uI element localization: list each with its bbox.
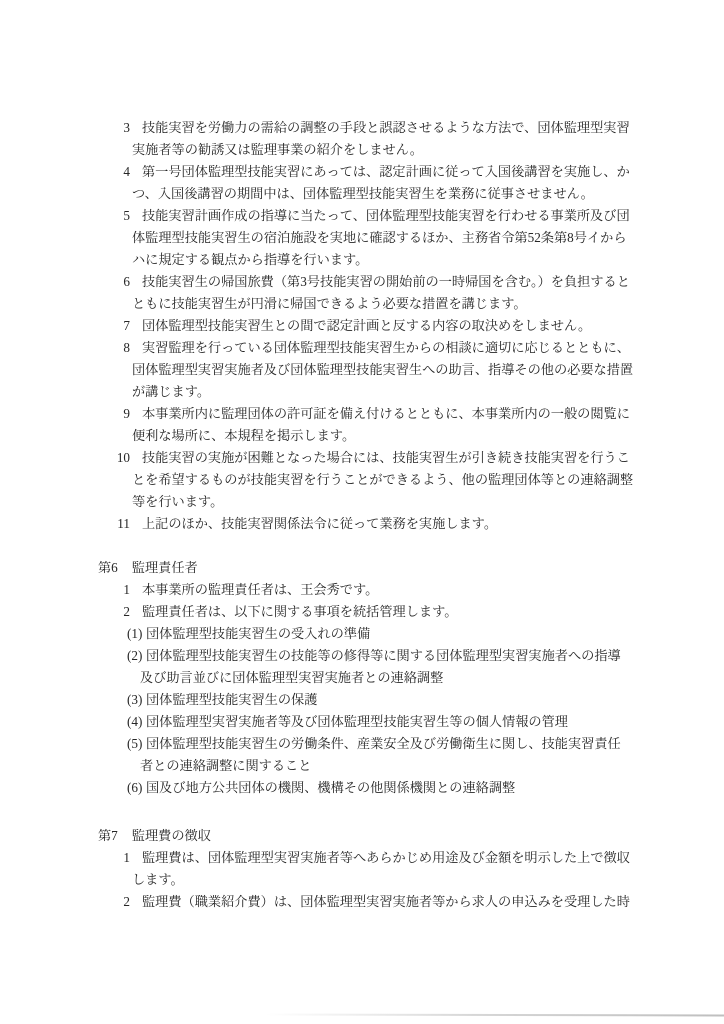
item-text: 技能実習の実施が困難となった場合には、技能実習生が引き続き技能実習を行うことを希望するものが技能実習を行うことができるよう、他の監理団体等との連絡調整等を行います。 <box>132 450 634 509</box>
subitem-text: 国及び地方公共団体の機関、機構その他関係機関との連絡調整 <box>146 780 516 795</box>
item-text: 本事業所の監理責任者は、王会秀です。 <box>142 582 379 597</box>
item-number: 5 <box>123 208 130 223</box>
item-number: 11 <box>117 516 130 531</box>
list-item <box>98 579 638 601</box>
sub-list-item <box>98 645 627 689</box>
subitem-text: 団体監理型技能実習生の保護 <box>146 692 318 707</box>
section-number: 第6 <box>98 560 118 575</box>
scan-artifact-line <box>266 1014 724 1017</box>
list-item <box>98 161 638 205</box>
document-content <box>98 117 658 913</box>
item-number: 8 <box>123 340 130 355</box>
item-number: 10 <box>116 450 130 465</box>
subitem-text: 団体監理型技能実習生の受入れの準備 <box>146 626 371 641</box>
list-item <box>98 315 638 337</box>
subitem-text: 団体監理型実習実施者等及び団体監理型技能実習生等の個人情報の管理 <box>146 714 568 729</box>
item-text: 技能実習生の帰国旅費（第3号技能実習の開始前の一時帰国を含む。）を負担するとともに技能実習生が円滑に帰国できるよう必要な措置を講じます。 <box>132 274 630 311</box>
section-number: 第7 <box>98 828 118 843</box>
item-number: 3 <box>123 120 130 135</box>
section-title: 監理費の徴収 <box>131 828 211 843</box>
list-item <box>98 271 638 315</box>
subitem-number: (6) <box>127 780 143 795</box>
item-number: 2 <box>123 894 130 909</box>
sub-list-item <box>98 623 627 645</box>
subitem-number: (2) <box>127 648 143 663</box>
item-number: 7 <box>123 318 130 333</box>
subitem-number: (3) <box>127 692 143 707</box>
item-text: 本事業所内に監理団体の許可証を備え付けるとともに、本事業所内の一般の閲覧に便利な場所に、本規程を掲示します。 <box>132 406 630 443</box>
list-item <box>98 447 638 513</box>
list-item <box>98 205 638 271</box>
section-heading <box>98 825 658 847</box>
section-supervision-duties <box>98 117 658 535</box>
list-item <box>98 337 638 403</box>
item-text: 第一号団体監理型技能実習にあっては、認定計画に従って入国後講習を実施し、かつ、入国後講習の期間中は、団体監理型技能実習生を業務に従事させません。 <box>132 164 630 201</box>
list-item <box>98 601 638 623</box>
sub-list-item <box>98 733 627 777</box>
sub-list-item <box>98 711 627 733</box>
item-number: 1 <box>123 582 130 597</box>
subitem-text: 団体監理型技能実習生の労働条件、産業安全及び労働衛生に関し、技能実習責任者との連絡調整に関すること <box>140 736 621 773</box>
subitem-text: 団体監理型技能実習生の技能等の修得等に関する団体監理型実習実施者への指導及び助言並びに団体監理型実習実施者との連絡調整 <box>140 648 621 685</box>
item-text: 団体監理型技能実習生との間で認定計画と反する内容の取決めをしません。 <box>142 318 592 333</box>
list-item <box>98 403 638 447</box>
sub-list-item <box>98 689 627 711</box>
item-number: 1 <box>123 850 130 865</box>
list-item <box>98 117 638 161</box>
list-item <box>98 891 638 913</box>
item-text: 技能実習を労働力の需給の調整の手段と誤認させるような方法で、団体監理型実習実施者等の勧誘又は監理事業の紹介をしません。 <box>132 120 630 157</box>
item-text: 技能実習計画作成の指導に当たって、団体監理型技能実習を行わせる事業所及び団体監理型技能実習生の宿泊施設を実地に確認するほか、主務省令第52条第8号イからハに規定する観点から指導を行います。 <box>132 208 630 267</box>
item-number: 4 <box>123 164 130 179</box>
item-text: 監理費は、団体監理型実習実施者等へあらかじめ用途及び金額を明示した上で徴収します。 <box>132 850 630 887</box>
item-number: 9 <box>123 406 130 421</box>
item-text: 監理責任者は、以下に関する事項を統括管理します。 <box>142 604 458 619</box>
item-text: 上記のほか、技能実習関係法令に従って業務を実施します。 <box>142 516 498 531</box>
subitem-number: (4) <box>127 714 143 729</box>
item-number: 2 <box>123 604 130 619</box>
item-number: 6 <box>123 274 130 289</box>
subitem-number: (1) <box>127 626 143 641</box>
list-item <box>98 513 638 535</box>
list-item <box>98 847 638 891</box>
sub-list-item <box>98 777 627 799</box>
item-text: 監理費（職業紹介費）は、団体監理型実習実施者等から求人の申込みを受理した時 <box>142 894 630 909</box>
section-title: 監理責任者 <box>131 560 198 575</box>
section-heading <box>98 557 658 579</box>
section-6-supervision-manager <box>98 557 658 799</box>
subitem-number: (5) <box>127 736 143 751</box>
section-7-supervision-fees <box>98 825 658 913</box>
item-text: 実習監理を行っている団体監理型技能実習生からの相談に適切に応じるとともに、団体監理型実習実施者及び団体監理型技能実習生への助言、指導その他の必要な措置が講じます。 <box>132 340 634 399</box>
